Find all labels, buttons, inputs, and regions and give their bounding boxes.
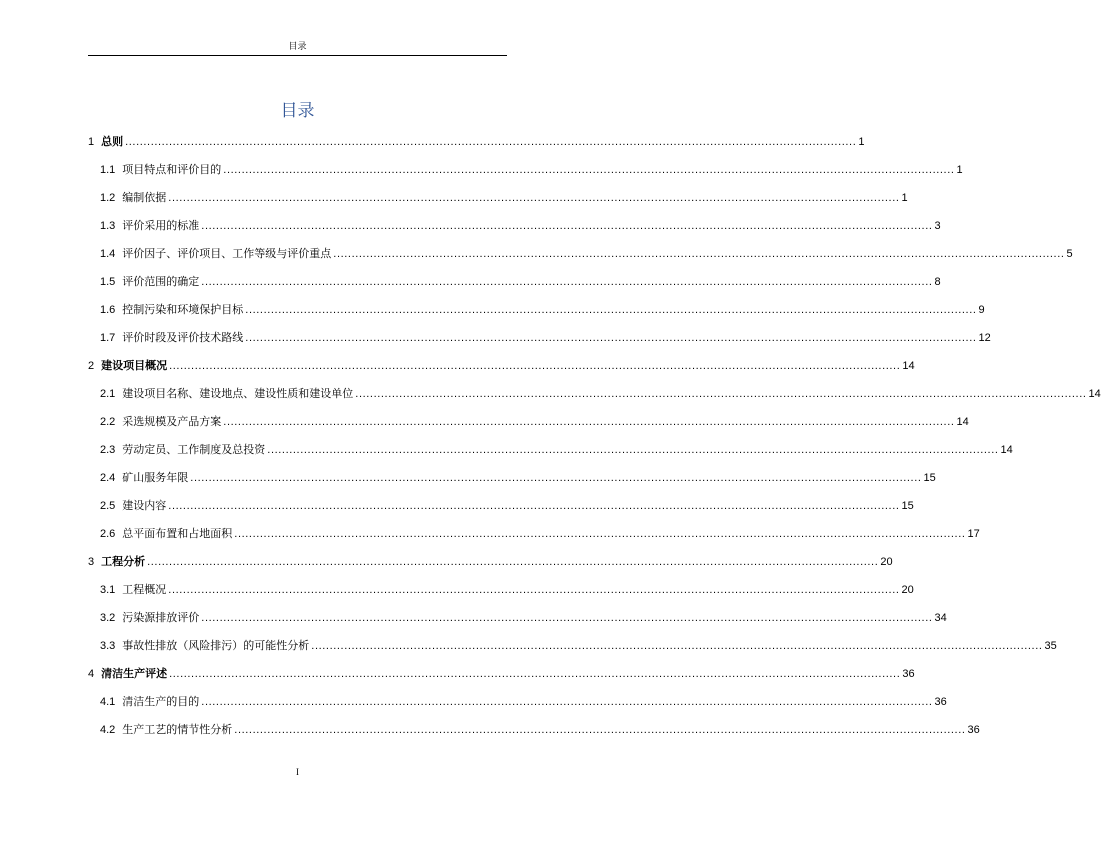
toc-entry-number: 2 bbox=[88, 360, 95, 372]
toc-entry[interactable] bbox=[88, 492, 914, 520]
toc-leader-dots: ........................................................................................................................................................................................................ bbox=[190, 472, 922, 484]
table-of-contents bbox=[88, 128, 1101, 744]
toc-entry-page: 35 bbox=[1044, 640, 1057, 652]
toc-entry-number: 3.1 bbox=[100, 584, 116, 596]
toc-entry[interactable] bbox=[88, 520, 980, 548]
toc-entry[interactable] bbox=[88, 408, 969, 436]
toc-entry[interactable] bbox=[88, 632, 1057, 660]
toc-entry-number: 1.7 bbox=[100, 332, 116, 344]
toc-entry[interactable] bbox=[88, 688, 947, 716]
toc-entry-number: 3.2 bbox=[100, 612, 116, 624]
toc-entry[interactable] bbox=[88, 660, 915, 688]
toc-entry[interactable] bbox=[88, 156, 963, 184]
toc-entry-page: 8 bbox=[934, 276, 941, 288]
toc-entry[interactable] bbox=[88, 268, 941, 296]
toc-entry-title: 清洁生产的目的 bbox=[122, 695, 200, 708]
toc-leader-dots: ........................................................................................................................................................................................................ bbox=[333, 248, 1065, 260]
toc-leader-dots: ........................................................................................................................................................................................................ bbox=[201, 276, 933, 288]
page-number: I bbox=[296, 767, 299, 777]
toc-title: 目录 bbox=[280, 101, 315, 121]
toc-entry-number: 1.2 bbox=[100, 192, 116, 204]
toc-leader-dots: ........................................................................................................................................................................................................ bbox=[223, 164, 955, 176]
toc-entry-title: 控制污染和环境保护目标 bbox=[122, 303, 244, 316]
toc-entry-number: 2.4 bbox=[100, 472, 116, 484]
toc-entry[interactable] bbox=[88, 296, 985, 324]
toc-entry[interactable] bbox=[88, 604, 947, 632]
toc-entry-page: 36 bbox=[902, 668, 915, 680]
toc-leader-dots: ........................................................................................................................................................................................................ bbox=[201, 696, 933, 708]
toc-leader-dots: ........................................................................................................................................................................................................ bbox=[245, 332, 977, 344]
toc-entry[interactable] bbox=[88, 464, 936, 492]
toc-entry-page: 1 bbox=[858, 136, 865, 148]
toc-entry-title: 评价时段及评价技术路线 bbox=[122, 331, 244, 344]
toc-entry[interactable] bbox=[88, 184, 908, 212]
toc-leader-dots: ........................................................................................................................................................................................................ bbox=[125, 136, 857, 148]
toc-leader-dots: ........................................................................................................................................................................................................ bbox=[201, 612, 933, 624]
toc-leader-dots: ........................................................................................................................................................................................................ bbox=[267, 444, 999, 456]
toc-entry-page: 34 bbox=[934, 612, 947, 624]
toc-entry-number: 2.6 bbox=[100, 528, 116, 540]
toc-entry-page: 1 bbox=[956, 164, 963, 176]
toc-entry[interactable] bbox=[88, 212, 941, 240]
toc-leader-dots: ........................................................................................................................................................................................................ bbox=[355, 388, 1087, 400]
toc-entry-number: 4.2 bbox=[100, 724, 116, 736]
toc-entry-page: 14 bbox=[1088, 388, 1101, 400]
running-header bbox=[88, 0, 507, 56]
toc-entry-number: 2.5 bbox=[100, 500, 116, 512]
toc-entry-page: 17 bbox=[967, 528, 980, 540]
toc-entry[interactable] bbox=[88, 576, 914, 604]
running-header-text: 目录 bbox=[288, 42, 307, 52]
toc-leader-dots: ........................................................................................................................................................................................................ bbox=[147, 556, 879, 568]
toc-leader-dots: ........................................................................................................................................................................................................ bbox=[223, 416, 955, 428]
toc-entry-page: 9 bbox=[978, 304, 985, 316]
toc-entry-number: 1.6 bbox=[100, 304, 116, 316]
toc-entry[interactable] bbox=[88, 352, 915, 380]
toc-entry-page: 14 bbox=[1000, 444, 1013, 456]
toc-entry-page: 14 bbox=[956, 416, 969, 428]
toc-entry-number: 2.2 bbox=[100, 416, 116, 428]
toc-entry-page: 20 bbox=[901, 584, 914, 596]
toc-entry-title: 建设内容 bbox=[122, 499, 167, 512]
toc-entry-page: 20 bbox=[880, 556, 893, 568]
toc-entry-page: 15 bbox=[901, 500, 914, 512]
toc-entry-number: 2.1 bbox=[100, 388, 116, 400]
toc-entry-number: 3.3 bbox=[100, 640, 116, 652]
toc-entry-page: 36 bbox=[934, 696, 947, 708]
toc-entry-title: 总平面布置和占地面积 bbox=[122, 527, 233, 540]
toc-entry-title: 工程概况 bbox=[122, 583, 167, 596]
toc-leader-dots: ........................................................................................................................................................................................................ bbox=[201, 220, 933, 232]
toc-entry-page: 3 bbox=[934, 220, 941, 232]
toc-entry-number: 4 bbox=[88, 668, 95, 680]
toc-entry-title: 评价因子、评价项目、工作等级与评价重点 bbox=[122, 247, 332, 260]
toc-entry-number: 1 bbox=[88, 136, 95, 148]
toc-entry-title: 项目特点和评价目的 bbox=[122, 163, 222, 176]
toc-entry-title: 生产工艺的情节性分析 bbox=[122, 723, 233, 736]
toc-entry-number: 1.3 bbox=[100, 220, 116, 232]
toc-entry-page: 1 bbox=[901, 192, 908, 204]
toc-entry-number: 1.4 bbox=[100, 248, 116, 260]
toc-leader-dots: ........................................................................................................................................................................................................ bbox=[169, 360, 901, 372]
toc-entry-page: 5 bbox=[1066, 248, 1073, 260]
toc-entry-page: 14 bbox=[902, 360, 915, 372]
toc-entry-page: 15 bbox=[923, 472, 936, 484]
toc-leader-dots: ........................................................................................................................................................................................................ bbox=[169, 668, 901, 680]
toc-entry-title: 编制依据 bbox=[122, 191, 167, 204]
toc-entry-title: 建设项目概况 bbox=[101, 359, 168, 372]
toc-entry[interactable] bbox=[88, 436, 1013, 464]
toc-leader-dots: ........................................................................................................................................................................................................ bbox=[168, 500, 900, 512]
toc-entry-title: 清洁生产评述 bbox=[101, 667, 168, 680]
toc-entry[interactable] bbox=[88, 716, 980, 744]
toc-entry-number: 1.5 bbox=[100, 276, 116, 288]
toc-leader-dots: ........................................................................................................................................................................................................ bbox=[168, 584, 900, 596]
toc-leader-dots: ........................................................................................................................................................................................................ bbox=[234, 528, 966, 540]
toc-entry-title: 工程分析 bbox=[101, 555, 146, 568]
toc-entry-title: 建设项目名称、建设地点、建设性质和建设单位 bbox=[122, 387, 354, 400]
toc-entry[interactable] bbox=[88, 240, 1073, 268]
toc-entry-title: 污染源排放评价 bbox=[122, 611, 200, 624]
toc-entry-title: 事故性排放（风险排污）的可能性分析 bbox=[122, 639, 310, 652]
toc-entry[interactable] bbox=[88, 380, 1101, 408]
toc-entry-title: 采选规模及产品方案 bbox=[122, 415, 222, 428]
toc-entry-number: 4.1 bbox=[100, 696, 116, 708]
toc-leader-dots: ........................................................................................................................................................................................................ bbox=[311, 640, 1043, 652]
toc-entry-title: 总则 bbox=[101, 135, 124, 148]
toc-entry-page: 12 bbox=[978, 332, 991, 344]
toc-entry-page: 36 bbox=[967, 724, 980, 736]
toc-entry-title: 评价范围的确定 bbox=[122, 275, 200, 288]
toc-entry-number: 1.1 bbox=[100, 164, 116, 176]
toc-entry[interactable] bbox=[88, 548, 893, 576]
toc-entry-number: 2.3 bbox=[100, 444, 116, 456]
toc-entry-title: 评价采用的标准 bbox=[122, 219, 200, 232]
toc-leader-dots: ........................................................................................................................................................................................................ bbox=[245, 304, 977, 316]
toc-leader-dots: ........................................................................................................................................................................................................ bbox=[168, 192, 900, 204]
toc-entry-title: 劳动定员、工作制度及总投资 bbox=[122, 443, 266, 456]
toc-entry[interactable] bbox=[88, 324, 991, 352]
toc-entry[interactable] bbox=[88, 128, 865, 156]
toc-entry-number: 3 bbox=[88, 556, 95, 568]
toc-entry-title: 矿山服务年限 bbox=[122, 471, 189, 484]
toc-leader-dots: ........................................................................................................................................................................................................ bbox=[234, 724, 966, 736]
